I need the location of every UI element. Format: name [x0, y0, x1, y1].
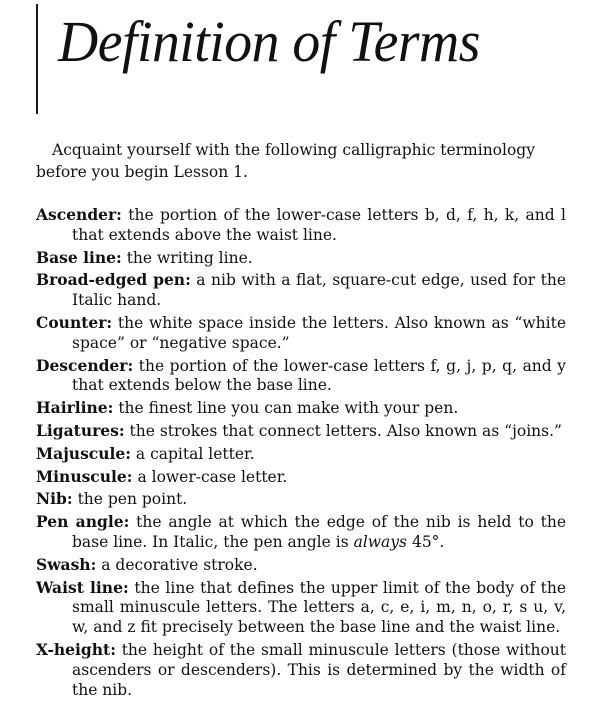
- term-label: Descender:: [36, 355, 134, 375]
- term-entry-x-height: [36, 640, 566, 700]
- terms-list: [36, 205, 566, 702]
- term-label: Pen angle:: [36, 512, 130, 532]
- term-entry-pen-angle: [36, 512, 566, 553]
- term-label: Counter:: [36, 312, 113, 332]
- term-entry-waist-line: [36, 578, 566, 638]
- term-label: Ascender:: [36, 205, 122, 224]
- term-entry-base-line: [36, 248, 566, 269]
- term-emphasis: always: [353, 532, 408, 551]
- term-label: Broad-edged pen:: [36, 270, 191, 290]
- term-label: Hairline:: [36, 398, 114, 418]
- title-vertical-rule: [36, 4, 38, 114]
- term-definition: the finest line you can make with your pen.: [118, 399, 459, 418]
- term-definition: a decorative stroke.: [101, 555, 258, 574]
- term-label: Waist line:: [36, 577, 129, 597]
- term-entry-majuscule: [36, 444, 566, 465]
- term-definition: a nib with a flat, square-cut edge, used for the Italic hand.: [72, 271, 566, 310]
- term-entry-ascender: [36, 205, 566, 246]
- term-definition: the line that defines the upper limit of the body of the small minuscule letters. The letters a, c, e, i, m, n, o, r, s u, v, w, and z fit precisely between the base line and the waist line.: [72, 578, 566, 637]
- term-entry-broad-edged-pen: [36, 270, 566, 311]
- term-definition: the portion of the lower-case letters b, d, f, h, k, and l that extends above the waist line.: [72, 206, 566, 244]
- page-title: Definition of Terms: [58, 9, 480, 74]
- term-definition: the height of the small minuscule letters (those without ascenders or descenders). This is determined by the width of the nib.: [72, 640, 566, 699]
- term-label: Swash:: [36, 554, 97, 574]
- term-definition: a capital letter.: [135, 444, 255, 463]
- term-label: Base line:: [36, 247, 122, 267]
- term-definition: the pen point.: [77, 490, 188, 509]
- term-label: Majuscule:: [36, 443, 131, 463]
- term-definition: a lower-case letter.: [137, 467, 288, 486]
- term-entry-counter: [36, 313, 566, 354]
- term-entry-descender: [36, 356, 566, 397]
- term-entry-swash: [36, 555, 566, 576]
- intro-paragraph: Acquaint yourself with the following calligraphic terminology before you begin Lesson 1.: [36, 141, 535, 181]
- term-entry-minuscule: [36, 467, 566, 488]
- term-definition: the strokes that connect letters. Also known as “joins.”: [129, 421, 562, 440]
- term-label: Ligatures:: [36, 420, 125, 440]
- term-entry-ligatures: [36, 421, 566, 442]
- term-definition-end: 45°.: [411, 532, 445, 551]
- term-definition: the white space inside the letters. Also known as “white space” or “negative space.”: [72, 313, 566, 352]
- term-label: X-height:: [36, 639, 116, 659]
- term-entry-hairline: [36, 398, 566, 419]
- term-entry-nib: [36, 489, 566, 510]
- term-label: Nib:: [36, 489, 73, 509]
- term-label: Minuscule:: [36, 466, 133, 486]
- term-definition: the writing line.: [126, 248, 253, 267]
- term-definition: the portion of the lower-case letters f, g, j, p, q, and y that extends below the base line.: [72, 356, 567, 395]
- term-definition: the angle at which the edge of the nib is held to the base line. In Italic, the pen angle is: [72, 513, 567, 551]
